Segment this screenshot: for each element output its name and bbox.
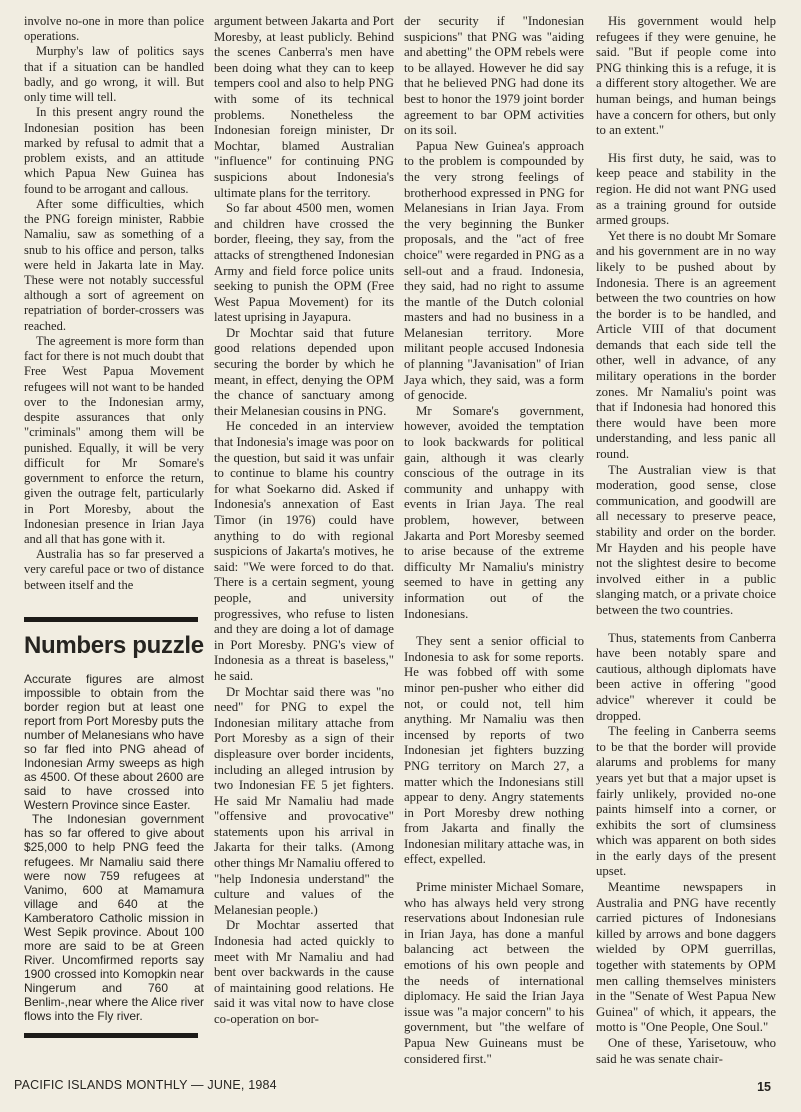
article-paragraph: Murphy's law of politics says that if a situation can be handled badly, and go wrong, it will. But only time will tell. bbox=[24, 44, 204, 105]
article-paragraph: Papua New Guinea's approach to the problem is compounded by the very strong feelings of brotherhood expressed in PNG for Melanesians in Irian Jaya. From the very beginning the Bunker proposals, and the "act of free choice" were regarded in PNG as a sell-out and a fraud. Indonesia, they said, had no right to assume the mantle of the Dutch colonial masters and had no business in a Melanesian territory. More militant people accused Indonesia of planning "Javanisation" of Irian Jaya which, they said, was a form of genocide. bbox=[404, 138, 584, 403]
article-paragraph: Dr Mochtar said that future good relations depended upon securing the border by which he meant, in effect, denying the OPM the chance of sanctuary among their Melanesian cousins in PNG. bbox=[214, 325, 394, 418]
article-paragraph: The feeling in Canberra seems to be that the border will provide alarums and problems for many years yet but that a major upset is fairly unlikely, provided no-one paints himself into a corner, or exhibits the sort of clumsiness which was apparent on both sides in the early days of the present upset. bbox=[596, 724, 776, 879]
sidebar-bottom-rule bbox=[24, 1033, 198, 1038]
article-paragraph: Meantime newspapers in Australia and PNG have recently carried pictures of Indonesians killed by arrows and bone daggers wielded by OPM guerrillas, together with statements by OPM men calling themselves ministers in the "Senate of West Papua New Guinea" of which, it appears, the motto is "One People, One Soul." bbox=[596, 880, 776, 1035]
article-paragraph: der security if "Indonesian suspicions" that PNG was "aiding and abetting" the OPM rebels were to be allayed. However he did say that he believed PNG had done its best to honor the 1979 joint border agreement to bar OPM activities on its soil. bbox=[404, 14, 584, 138]
article-paragraph: argument between Jakarta and Port Moresby, at least publicly. Behind the scenes Canberra's men have been doing what they can to keep tempers cool and also to help PNG with some of its technical problems. Nonetheless the Indonesian foreign minister, Dr Mochtar, blamed Australian "influence" for continuing PNG suspicions about Indonesia's ultimate plans for the territory. bbox=[214, 14, 394, 200]
article-paragraph: The Australian view is that moderation, good sense, close communication, and goodwill are all necessary to preserve peace, stability and order on the border. Mr Hayden and his people have not the slightest desire to become involved either in a public slanging match, or a private choice between the two countries. bbox=[596, 462, 776, 617]
article-paragraph: The agreement is more form than fact for there is not much doubt that Free West Papua Movement refugees will not want to be handed over to the Indonesian army, despite assurances that only "criminals" among them will be punished. Equally, it will be very difficult for Mr Somare's government to enforce the return, given the outrage felt, particularly in Port Moresby, about the Indonesian presence in Irian Jaya and all that has gone with it. bbox=[24, 333, 204, 546]
sidebar-title: Numbers puzzle bbox=[24, 631, 204, 659]
sidebar-top-rule bbox=[24, 617, 198, 622]
sidebar-box bbox=[24, 617, 204, 1038]
article-paragraph: His government would help refugees if they were genuine, he said. "But if people come into PNG thinking this is a refuge, it is a different story altogether. We are human beings, and human beings have a concern for others, but only to an extent." bbox=[596, 14, 776, 138]
article-paragraph: Australia has so far preserved a very careful pace or two of distance between itself and the bbox=[24, 547, 204, 592]
article-paragraph: One of these, Yarisetouw, who said he was senate chair- bbox=[596, 1036, 776, 1066]
article-column-1 bbox=[24, 14, 204, 1038]
article-paragraph: Dr Mochtar said there was "no need" for PNG to expel the Indonesian military attache from Port Moresby as a sign of their displeasure over border incidents, including an alleged intrusion by two Indonesian FE 5 jet fighters. He said Mr Namaliu had made "offensive and provocative" statements upon his arrival in Jakarta for their talks. (Among other things Mr Namaliu offered to "help Indonesia understand" the culture and values of the Melanesian people.) bbox=[214, 684, 394, 917]
article-column-4 bbox=[596, 14, 776, 1067]
article-paragraph: In this present angry round the Indonesian position has been marked by refusal to admit that a problem exists, and an attitude which Papua New Guinea has found to be arrogant and callous. bbox=[24, 105, 204, 196]
article-paragraph: His first duty, he said, was to keep peace and stability in the region. He did not want PNG used as a training ground for outside armed groups. bbox=[596, 150, 776, 228]
article-paragraph: Yet there is no doubt Mr Somare and his government are in no way likely to be pushed about by Indonesia. There is an agreement between the two countries on how the border is to be handled, and Article VIII of that document demands that each side tell the other, well in advance, of any military operations in the border zones. Mr Namaliu's point was that if Indonesia had honored this there would have been more understanding, and less panic all round. bbox=[596, 228, 776, 462]
article-paragraph: After some difficulties, which the PNG foreign minister, Rabbie Namaliu, saw as something of a snub to his office and person, talks were held in Jakarta late in May. These were not notably successful although a sort of agreement on repatriation of border-crossers was reached. bbox=[24, 196, 204, 333]
article-paragraph: They sent a senior official to Indonesia to ask for some reports. He was fobbed off with some minor pen-pusher who either did not, or could not, tell him anything. Mr Namaliu was then incensed by reports of two Indonesian jet fighters buzzing PNG territory on March 27, a matter which the Indonesians still appear to deny. Angry statements in Port Moresby drew nothing from Jakarta and finally the Indonesian military attache was, in effect, expelled. bbox=[404, 634, 584, 867]
page-number: 15 bbox=[757, 1080, 771, 1094]
article-paragraph: Prime minister Michael Somare, who has always held very strong reservations about Indonesian rule in Irian Jaya, has done a manful balancing act between the emotions of his own people and the needs of international diplomacy. He said the Irian Jaya issue was "a major concern" to his government, but "the welfare of Papua New Guineans must be considered first." bbox=[404, 880, 584, 1066]
sidebar-paragraph: The Indonesian government has so far offered to give about $25,000 to help PNG feed the refugees. Mr Namaliu said there were now 759 refugees at Vanimo, 600 at Mamamura village and 640 at the Kamberatoro Catholic mission in West Sepik province. About 100 more are said to be at Green River. Uncomfirmed reports say 1900 crossed into Komopkin near Ningerum and 760 at Benlim-,near where the Alice river flows into the Fly river. bbox=[24, 812, 204, 1024]
article-column-3 bbox=[404, 14, 584, 1067]
article-paragraph: So far about 4500 men, women and children have crossed the border, fleeing, they say, from the attacks of strengthened Indonesian Army and field force police units seeking to punish the OPM (Free West Papua Movement) for its latest uprising in Jayapura. bbox=[214, 201, 394, 325]
article-paragraph: Mr Somare's government, however, avoided the temptation to look backwards for political gain, although it was clearly conscious of the outrage in its community and unhappy with events in Irian Jaya. The real problem, however, between Jakarta and Port Moresby seemed to arise because of the extreme difficulty Mr Namaliu's ministry seemed to have in getting any information out of the Indonesians. bbox=[404, 403, 584, 621]
page-footer bbox=[14, 1076, 771, 1100]
article-column-2 bbox=[214, 14, 394, 1028]
article-paragraph: He conceded in an interview that Indonesia's image was poor on the question, but said it was unfair to continue to blame his country for what Soekarno did. Asked if Indonesia's annexation of East Timor (in 1976) could have anything to do with regional suspicions of Jakarta's motives, he said: "We were forced to do that. There is a certain segment, young people, and university progressives, who refuse to listen and they are doing a lot of damage in Port Moresby. PNG's view of Indonesia as a threat is baseless," he said. bbox=[214, 419, 394, 683]
sidebar-paragraph: Accurate figures are almost impossible to obtain from the border region but at least one report from Port Moresby puts the number of Melanesians who have so far fled into PNG ahead of Indonesian Army sweeps as high as 4500. Of these about 2600 are said to have crossed into Western Province since Easter. bbox=[24, 671, 204, 813]
publication-line: PACIFIC ISLANDS MONTHLY — JUNE, 1984 bbox=[14, 1078, 277, 1092]
article-paragraph: Dr Mochtar asserted that Indonesia had acted quickly to meet with Mr Namaliu and had bent over backwards in the cause of maintaining good relations. He said it was vital now to have close co-operation on bor- bbox=[214, 918, 394, 1026]
article-paragraph: involve no-one in more than police operations. bbox=[24, 14, 204, 44]
article-paragraph: Thus, statements from Canberra have been notably spare and cautious, although diplomats have been active in offering "good advice" wherever it could be dropped. bbox=[596, 630, 776, 723]
